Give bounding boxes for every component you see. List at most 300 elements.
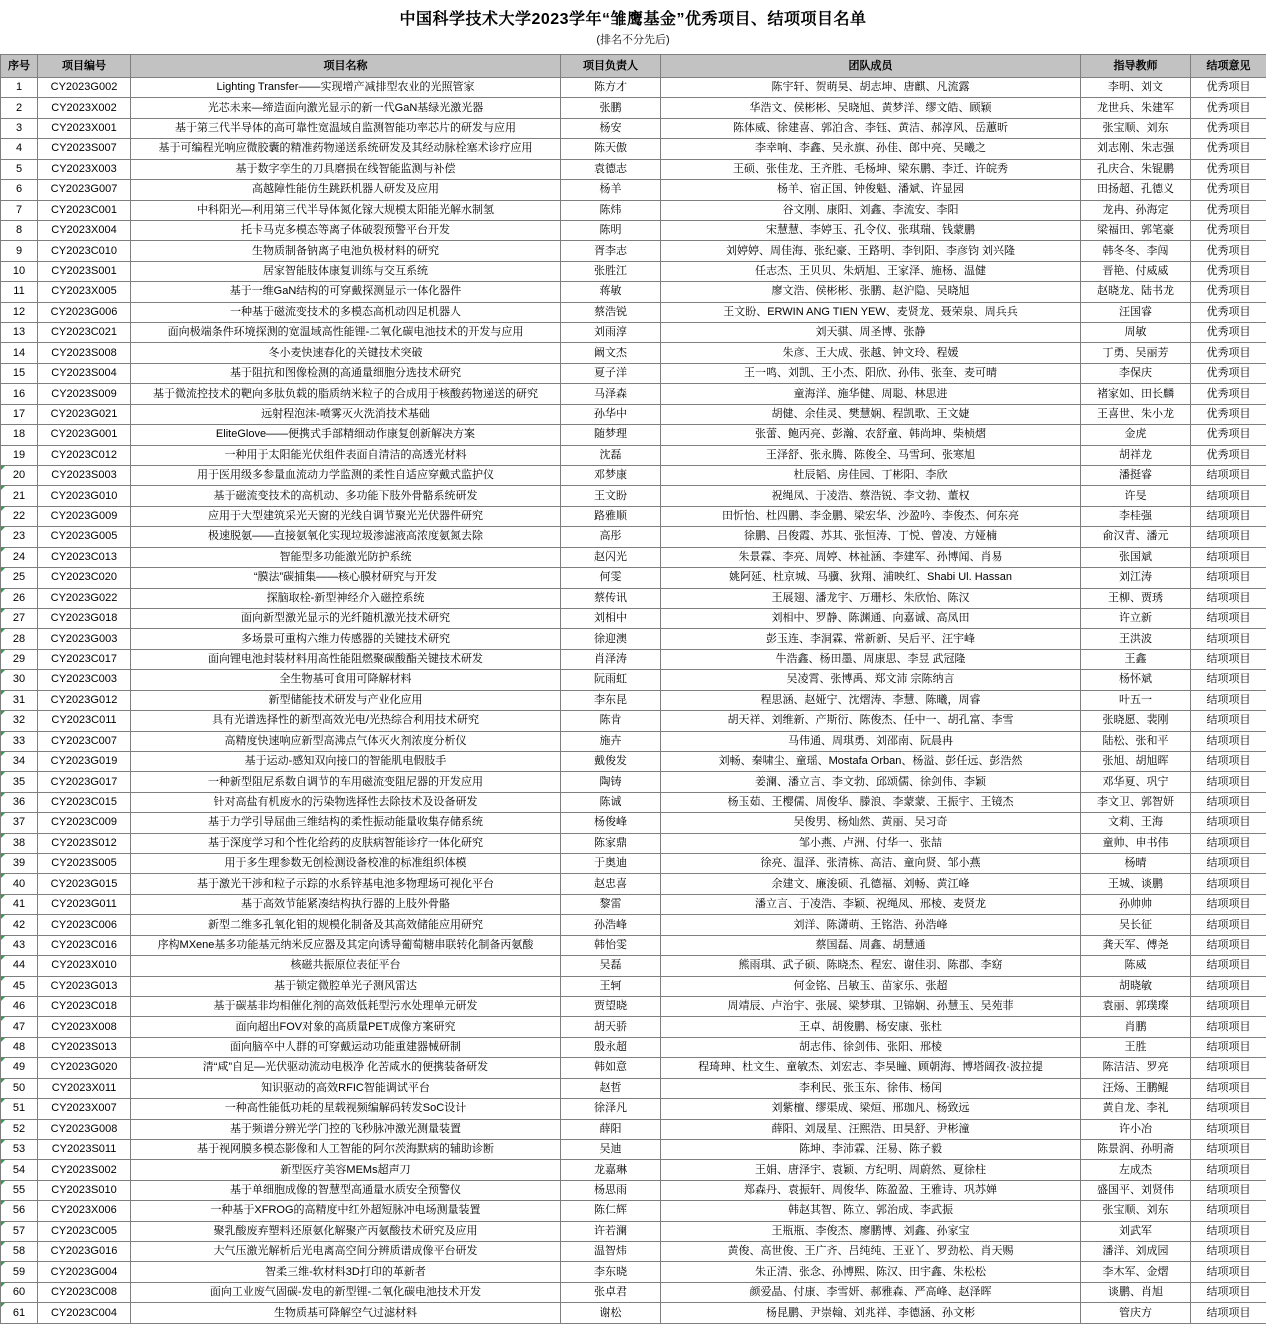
row-number-cell: 38 <box>1 833 38 853</box>
advisor-cell: 汪国睿 <box>1081 302 1191 322</box>
team-cell: 王卓、胡俊鹏、杨安康、张杜 <box>661 1017 1081 1037</box>
project-name-cell: 生物质基可降解空气过滤材料 <box>131 1303 561 1324</box>
row-number-cell: 47 <box>1 1017 38 1037</box>
team-cell: 马伟通、周琪勇、刘邵南、阮晨冉 <box>661 731 1081 751</box>
leader-cell: 徐迎澳 <box>561 629 661 649</box>
advisor-cell: 胡祥龙 <box>1081 445 1191 465</box>
row-number-cell: 53 <box>1 1139 38 1159</box>
project-name-cell: Lighting Transfer——实现增产减排型农业的光照管家 <box>131 78 561 98</box>
leader-cell: 杨思雨 <box>561 1180 661 1200</box>
advisor-cell: 盛国平、刘贤伟 <box>1081 1180 1191 1200</box>
table-row <box>1 466 1266 486</box>
table-row <box>1 1180 1266 1200</box>
advisor-cell: 韩冬冬、李闯 <box>1081 241 1191 261</box>
team-cell: 程琦珅、杜文生、童敏杰、刘宏志、李昊瞳、顾朝海、博塔阔孜·波拉提 <box>661 1058 1081 1078</box>
row-number-cell: 27 <box>1 608 38 628</box>
project-id-cell: CY2023G022 <box>38 588 131 608</box>
project-name-cell: 核磁共振原位表征平台 <box>131 956 561 976</box>
status-cell: 优秀项目 <box>1191 139 1266 159</box>
status-cell: 结项项目 <box>1191 608 1266 628</box>
table-row <box>1 180 1266 200</box>
team-cell: 杨玉茹、王樱儒、周俊华、滕浪、李蒙蒙、王振宇、王镜杰 <box>661 792 1081 812</box>
project-id-cell: CY2023G019 <box>38 751 131 771</box>
row-number-cell: 15 <box>1 363 38 383</box>
team-cell: 宋慧慧、李婷玉、孔令仪、张琪瑞、钱蒙鹏 <box>661 220 1081 240</box>
table-row <box>1 78 1266 98</box>
project-id-cell: CY2023X006 <box>38 1201 131 1221</box>
row-number-cell: 57 <box>1 1221 38 1241</box>
leader-cell: 贾望晓 <box>561 996 661 1016</box>
status-cell: 优秀项目 <box>1191 159 1266 179</box>
advisor-cell: 王洪波 <box>1081 629 1191 649</box>
team-cell: 杨昆鹏、尹崇翰、刘兆祥、李德涵、孙文彬 <box>661 1303 1081 1324</box>
team-cell: 王文盼、ERWIN ANG TIEN YEW、麦贤龙、聂荣泉、周兵兵 <box>661 302 1081 322</box>
table-row <box>1 1037 1266 1057</box>
row-number-cell: 33 <box>1 731 38 751</box>
team-cell: 姜澜、潘立言、李文勃、邱颂儒、徐剑伟、李颖 <box>661 772 1081 792</box>
row-number-cell: 19 <box>1 445 38 465</box>
status-cell: 结项项目 <box>1191 956 1266 976</box>
status-cell: 结项项目 <box>1191 935 1266 955</box>
row-number-cell: 20 <box>1 466 38 486</box>
leader-cell: 谢松 <box>561 1303 661 1324</box>
advisor-cell: 王城、谈鹏 <box>1081 874 1191 894</box>
advisor-cell: 张国斌 <box>1081 547 1191 567</box>
project-id-cell: CY2023G004 <box>38 1262 131 1282</box>
status-cell: 优秀项目 <box>1191 118 1266 138</box>
advisor-cell: 许立新 <box>1081 608 1191 628</box>
project-name-cell: 基于频谱分辨光学门控的飞秒脉冲激光测量装置 <box>131 1119 561 1139</box>
project-name-cell: 新型储能技术研发与产业化应用 <box>131 690 561 710</box>
table-row <box>1 711 1266 731</box>
leader-cell: 徐泽凡 <box>561 1099 661 1119</box>
leader-cell: 陈方才 <box>561 78 661 98</box>
project-id-cell: CY2023C009 <box>38 813 131 833</box>
leader-cell: 许若澜 <box>561 1221 661 1241</box>
project-id-cell: CY2023C001 <box>38 200 131 220</box>
leader-cell: 杨俊峰 <box>561 813 661 833</box>
table-row <box>1 445 1266 465</box>
status-cell: 优秀项目 <box>1191 200 1266 220</box>
project-name-cell: 大气压激光解析后光电离高空间分辨质谱成像平台研发 <box>131 1242 561 1262</box>
leader-cell: 蔡浩锐 <box>561 302 661 322</box>
status-cell: 结项项目 <box>1191 568 1266 588</box>
advisor-cell: 龙世兵、朱建军 <box>1081 98 1191 118</box>
column-header-conclusion: 结项意见 <box>1191 55 1266 78</box>
table-row <box>1 588 1266 608</box>
leader-cell: 赵哲 <box>561 1078 661 1098</box>
status-cell: 结项项目 <box>1191 588 1266 608</box>
project-id-cell: CY2023X007 <box>38 1099 131 1119</box>
project-id-cell: CY2023S003 <box>38 466 131 486</box>
project-id-cell: CY2023G015 <box>38 874 131 894</box>
column-header-project-id: 项目编号 <box>38 55 131 78</box>
project-id-cell: CY2023C021 <box>38 323 131 343</box>
row-number-cell: 59 <box>1 1262 38 1282</box>
advisor-cell: 张宝顺、刘东 <box>1081 118 1191 138</box>
advisor-cell: 龚天军、傅尧 <box>1081 935 1191 955</box>
status-cell: 结项项目 <box>1191 1078 1266 1098</box>
table-row <box>1 690 1266 710</box>
leader-cell: 邓梦康 <box>561 466 661 486</box>
leader-cell: 殷永超 <box>561 1037 661 1057</box>
project-id-cell: CY2023C010 <box>38 241 131 261</box>
status-cell: 优秀项目 <box>1191 180 1266 200</box>
row-number-cell: 37 <box>1 813 38 833</box>
advisor-cell: 王鑫 <box>1081 649 1191 669</box>
team-cell: 薛阳、刘晟星、汪熙浩、田昊舒、尹彬潼 <box>661 1119 1081 1139</box>
project-id-cell: CY2023G020 <box>38 1058 131 1078</box>
table-row <box>1 1282 1266 1302</box>
status-cell: 结项项目 <box>1191 1119 1266 1139</box>
status-cell: 结项项目 <box>1191 854 1266 874</box>
project-id-cell: CY2023C017 <box>38 649 131 669</box>
table-row <box>1 139 1266 159</box>
leader-cell: 戴俊发 <box>561 751 661 771</box>
team-cell: 刘相中、罗静、陈渊通、向嘉诚、高凤田 <box>661 608 1081 628</box>
project-name-cell: 基于深度学习和个性化给药的皮肤病智能诊疗一体化研究 <box>131 833 561 853</box>
project-id-cell: CY2023X011 <box>38 1078 131 1098</box>
advisor-cell: 肖鹏 <box>1081 1017 1191 1037</box>
team-cell: 刘洋、陈潇萌、王铭浩、孙浩峰 <box>661 915 1081 935</box>
project-name-cell: 一种新型阻尼系数自调节的车用磁流变阻尼器的开发应用 <box>131 772 561 792</box>
advisor-cell: 许小冶 <box>1081 1119 1191 1139</box>
status-cell: 结项项目 <box>1191 1058 1266 1078</box>
table-row <box>1 384 1266 404</box>
team-cell: 杨羊、宿正国、钟俊魁、潘斌、许显园 <box>661 180 1081 200</box>
project-id-cell: CY2023X001 <box>38 118 131 138</box>
leader-cell: 施卉 <box>561 731 661 751</box>
status-cell: 结项项目 <box>1191 1262 1266 1282</box>
advisor-cell: 晋艳、付威威 <box>1081 261 1191 281</box>
leader-cell: 孙浩峰 <box>561 915 661 935</box>
advisor-cell: 周敏 <box>1081 323 1191 343</box>
project-name-cell: 托卡马克多模态等离子体破裂预警平台开发 <box>131 220 561 240</box>
status-cell: 结项项目 <box>1191 894 1266 914</box>
row-number-cell: 36 <box>1 792 38 812</box>
project-name-cell: 序构MXene基多功能基元纳米反应器及其定向诱导葡萄糖串联转化制备丙氨酸 <box>131 935 561 955</box>
project-name-cell: 新型医疗美容MEMs超声刀 <box>131 1160 561 1180</box>
projects-table <box>0 54 1266 1324</box>
status-cell: 结项项目 <box>1191 466 1266 486</box>
table-row <box>1 649 1266 669</box>
advisor-cell: 管庆方 <box>1081 1303 1191 1324</box>
status-cell: 结项项目 <box>1191 629 1266 649</box>
project-name-cell: 一种高性能低功耗的星载视频编解码转发SoC设计 <box>131 1099 561 1119</box>
status-cell: 结项项目 <box>1191 1160 1266 1180</box>
project-name-cell: 针对高盐有机废水的污染物选择性去除技术及设备研发 <box>131 792 561 812</box>
status-cell: 结项项目 <box>1191 486 1266 506</box>
project-id-cell: CY2023S012 <box>38 833 131 853</box>
row-number-cell: 6 <box>1 180 38 200</box>
row-number-cell: 28 <box>1 629 38 649</box>
table-row <box>1 159 1266 179</box>
project-name-cell: 基于微流控技术的靶向多肽负载的脂质纳米粒子的合成用于核酸药物递送的研究 <box>131 384 561 404</box>
leader-cell: 陈天傲 <box>561 139 661 159</box>
project-id-cell: CY2023C016 <box>38 935 131 955</box>
leader-cell: 路雅顺 <box>561 506 661 526</box>
project-name-cell: 基于碳基非均相催化剂的高效低耗型污水处理单元研发 <box>131 996 561 1016</box>
project-name-cell: 基于激光干涉和粒子示踪的水系锌基电池多物理场可视化平台 <box>131 874 561 894</box>
project-id-cell: CY2023X005 <box>38 282 131 302</box>
row-number-cell: 61 <box>1 1303 38 1324</box>
row-number-cell: 41 <box>1 894 38 914</box>
table-row <box>1 1139 1266 1159</box>
leader-cell: 王文盼 <box>561 486 661 506</box>
row-number-cell: 45 <box>1 976 38 996</box>
table-row <box>1 1221 1266 1241</box>
leader-cell: 陈诚 <box>561 792 661 812</box>
leader-cell: 李东昆 <box>561 690 661 710</box>
row-number-cell: 56 <box>1 1201 38 1221</box>
project-id-cell: CY2023S001 <box>38 261 131 281</box>
team-cell: 刘天骐、周圣博、张静 <box>661 323 1081 343</box>
project-name-cell: 全生物基可食用可降解材料 <box>131 670 561 690</box>
leader-cell: 张鹏 <box>561 98 661 118</box>
project-name-cell: 一种基于磁流变技术的多模态高机动四足机器人 <box>131 302 561 322</box>
row-number-cell: 14 <box>1 343 38 363</box>
project-name-cell: 基于数字孪生的刀具磨损在线智能监测与补偿 <box>131 159 561 179</box>
project-name-cell: 面向脑卒中人群的可穿戴运动功能重建器械研制 <box>131 1037 561 1057</box>
project-name-cell: 聚乳酸废弃塑料还原氨化解聚产丙氨酸技术研究及应用 <box>131 1221 561 1241</box>
team-cell: 李利民、张玉东、徐伟、杨闰 <box>661 1078 1081 1098</box>
column-header-project-leader: 项目负责人 <box>561 55 661 78</box>
row-number-cell: 7 <box>1 200 38 220</box>
advisor-cell: 陈景润、孙明斋 <box>1081 1139 1191 1159</box>
leader-cell: 赵闪光 <box>561 547 661 567</box>
project-id-cell: CY2023G001 <box>38 425 131 445</box>
project-id-cell: CY2023G010 <box>38 486 131 506</box>
status-cell: 结项项目 <box>1191 1303 1266 1324</box>
advisor-cell: 李文卫、郭智妍 <box>1081 792 1191 812</box>
table-row <box>1 220 1266 240</box>
row-number-cell: 52 <box>1 1119 38 1139</box>
project-name-cell: EliteGlove——便携式手部精细动作康复创新解决方案 <box>131 425 561 445</box>
table-row <box>1 874 1266 894</box>
table-row <box>1 1058 1266 1078</box>
project-id-cell: CY2023C004 <box>38 1303 131 1324</box>
row-number-cell: 22 <box>1 506 38 526</box>
team-cell: 程思涵、赵娅宁、沈熠涛、李慧、陈曦，周睿 <box>661 690 1081 710</box>
team-cell: 陈宇轩、贺萌昊、胡志坤、唐麒、凡流露 <box>661 78 1081 98</box>
team-cell: 韩赵其智、陈立、郭治成、李武振 <box>661 1201 1081 1221</box>
project-name-cell: 探脑取栓-新型神经介入磁控系统 <box>131 588 561 608</box>
advisor-cell: 田扬超、孔德义 <box>1081 180 1191 200</box>
team-cell: 王娟、唐泽宇、袁颖、方纪明、周蔚然、夏徐柱 <box>661 1160 1081 1180</box>
advisor-cell: 李桂强 <box>1081 506 1191 526</box>
team-cell: 何金铭、吕敏玉、苗家乐、张超 <box>661 976 1081 996</box>
table-row <box>1 98 1266 118</box>
table-row <box>1 200 1266 220</box>
row-number-cell: 44 <box>1 956 38 976</box>
leader-cell: 温智炜 <box>561 1242 661 1262</box>
project-name-cell: 清“咸”自足—光伏驱动流动电极净 化苦咸水的便携装备研发 <box>131 1058 561 1078</box>
table-body <box>1 78 1266 1324</box>
table-row <box>1 731 1266 751</box>
row-number-cell: 60 <box>1 1282 38 1302</box>
team-cell: 邹小燕、卢洲、付华一、张喆 <box>661 833 1081 853</box>
project-id-cell: CY2023S009 <box>38 384 131 404</box>
leader-cell: 胥李志 <box>561 241 661 261</box>
status-cell: 优秀项目 <box>1191 241 1266 261</box>
leader-cell: 蒋敏 <box>561 282 661 302</box>
advisor-cell: 杨晴 <box>1081 854 1191 874</box>
project-id-cell: CY2023C011 <box>38 711 131 731</box>
project-id-cell: CY2023G012 <box>38 690 131 710</box>
project-name-cell: 生物质制备钠离子电池负极材料的研究 <box>131 241 561 261</box>
team-cell: 朱彦、王大成、张越、钟文玲、程媛 <box>661 343 1081 363</box>
team-cell: 王瓶瓶、李俊杰、廖鹏博、刘鑫、孙家宝 <box>661 1221 1081 1241</box>
team-cell: 潘立言、于凌浩、李颖、祝绳凤、邢棱、麦贤龙 <box>661 894 1081 914</box>
table-row <box>1 996 1266 1016</box>
status-cell: 优秀项目 <box>1191 98 1266 118</box>
team-cell: 刘畅、秦啸尘、童瑶、Mostafa Orban、杨溢、彭任远、彭浩然 <box>661 751 1081 771</box>
leader-cell: 沈磊 <box>561 445 661 465</box>
leader-cell: 张胜江 <box>561 261 661 281</box>
table-row <box>1 1303 1266 1324</box>
leader-cell: 陈家鼎 <box>561 833 661 853</box>
advisor-cell: 谈鹏、肖旭 <box>1081 1282 1191 1302</box>
leader-cell: 刘雨淳 <box>561 323 661 343</box>
project-name-cell: 基于阻抗和图像检测的高通量细胞分选技术研究 <box>131 363 561 383</box>
team-cell: 杜辰韬、房佳园、丁彬阳、李欣 <box>661 466 1081 486</box>
row-number-cell: 17 <box>1 404 38 424</box>
page-title: 中国科学技术大学2023学年“雏鹰基金”优秀项目、结项项目名单 <box>399 11 867 28</box>
project-name-cell: 基于第三代半导体的高可靠性宽温域自监测智能功率芯片的研发与应用 <box>131 118 561 138</box>
row-number-cell: 49 <box>1 1058 38 1078</box>
row-number-cell: 23 <box>1 527 38 547</box>
row-number-cell: 11 <box>1 282 38 302</box>
leader-cell: 刘相中 <box>561 608 661 628</box>
project-id-cell: CY2023G009 <box>38 506 131 526</box>
status-cell: 结项项目 <box>1191 527 1266 547</box>
project-name-cell: 极速脱氨——直接氨氧化实现垃圾渗滤液高浓度氨氮去除 <box>131 527 561 547</box>
project-name-cell: 面向极端条件环境探测的宽温域高性能锂-二氧化碳电池技术的开发与应用 <box>131 323 561 343</box>
project-id-cell: CY2023S004 <box>38 363 131 383</box>
advisor-cell: 叶五一 <box>1081 690 1191 710</box>
leader-cell: 吴迪 <box>561 1139 661 1159</box>
leader-cell: 马泽森 <box>561 384 661 404</box>
project-name-cell: 基于单细胞成像的智慧型高通量水质安全预警仪 <box>131 1180 561 1200</box>
team-cell: 刘紫檀、缪渠成、梁烜、邢珈凡、杨致远 <box>661 1099 1081 1119</box>
team-cell: 姚阿延、杜京城、马骥、狄翔、浦映红、Shabi Ul. Hassan <box>661 568 1081 588</box>
project-id-cell: CY2023C003 <box>38 670 131 690</box>
status-cell: 结项项目 <box>1191 1139 1266 1159</box>
row-number-cell: 34 <box>1 751 38 771</box>
table-row <box>1 282 1266 302</box>
project-id-cell: CY2023X003 <box>38 159 131 179</box>
table-row <box>1 527 1266 547</box>
leader-cell: 阚文杰 <box>561 343 661 363</box>
project-id-cell: CY2023G017 <box>38 772 131 792</box>
status-cell: 结项项目 <box>1191 833 1266 853</box>
advisor-cell: 刘武军 <box>1081 1221 1191 1241</box>
project-name-cell: 用于医用级多参量血流动力学监测的柔性自适应穿戴式监护仪 <box>131 466 561 486</box>
project-id-cell: CY2023S013 <box>38 1037 131 1057</box>
table-row <box>1 915 1266 935</box>
project-id-cell: CY2023C008 <box>38 1282 131 1302</box>
table-row <box>1 1262 1266 1282</box>
project-id-cell: CY2023S005 <box>38 854 131 874</box>
row-number-cell: 2 <box>1 98 38 118</box>
advisor-cell: 褚家如、田长麟 <box>1081 384 1191 404</box>
status-cell: 结项项目 <box>1191 1180 1266 1200</box>
row-number-cell: 4 <box>1 139 38 159</box>
row-number-cell: 25 <box>1 568 38 588</box>
project-id-cell: CY2023S011 <box>38 1139 131 1159</box>
advisor-cell: 吴长征 <box>1081 915 1191 935</box>
row-number-cell: 40 <box>1 874 38 894</box>
row-number-cell: 32 <box>1 711 38 731</box>
table-row <box>1 404 1266 424</box>
team-cell: 陈体威、徐建喜、郭泊含、李钰、黄洁、郝淳风、岳蕙昕 <box>661 118 1081 138</box>
team-cell: 童海洋、施华健、周聪、林思进 <box>661 384 1081 404</box>
status-cell: 优秀项目 <box>1191 261 1266 281</box>
row-number-cell: 3 <box>1 118 38 138</box>
advisor-cell: 俞汉青、潘元 <box>1081 527 1191 547</box>
leader-cell: 陈明 <box>561 220 661 240</box>
advisor-cell: 刘志刚、朱志强 <box>1081 139 1191 159</box>
row-number-cell: 9 <box>1 241 38 261</box>
advisor-cell: 孙帅帅 <box>1081 894 1191 914</box>
row-number-cell: 26 <box>1 588 38 608</box>
leader-cell: 吴磊 <box>561 956 661 976</box>
leader-cell: 王轲 <box>561 976 661 996</box>
status-cell: 优秀项目 <box>1191 445 1266 465</box>
row-number-cell: 12 <box>1 302 38 322</box>
table-row <box>1 1201 1266 1221</box>
status-cell: 结项项目 <box>1191 1221 1266 1241</box>
project-name-cell: 面向新型激光显示的光纤随机激光技术研究 <box>131 608 561 628</box>
project-name-cell: 新型二维多孔氧化钼的规模化制备及其高效储能应用研究 <box>131 915 561 935</box>
advisor-cell: 左成杰 <box>1081 1160 1191 1180</box>
advisor-cell: 汪炀、王鹏鲲 <box>1081 1078 1191 1098</box>
leader-cell: 张卓君 <box>561 1282 661 1302</box>
leader-cell: 何雯 <box>561 568 661 588</box>
status-cell: 结项项目 <box>1191 751 1266 771</box>
table-row <box>1 956 1266 976</box>
leader-cell: 韩如意 <box>561 1058 661 1078</box>
row-number-cell: 13 <box>1 323 38 343</box>
team-cell: 田忻怡、杜四鹏、李金鹏、梁宏华、沙盈吟、李俊杰、何东亮 <box>661 506 1081 526</box>
team-cell: 徐亮、温泽、张清栋、高洁、童向贤、邹小燕 <box>661 854 1081 874</box>
team-cell: 吴凌霄、张博禹、郑文沛 宗陈纳言 <box>661 670 1081 690</box>
team-cell: 廖文浩、侯彬彬、张鹏、赵沪隐、吴晓旭 <box>661 282 1081 302</box>
advisor-cell: 梁福田、郭笔豪 <box>1081 220 1191 240</box>
advisor-cell: 张宝顺、刘东 <box>1081 1201 1191 1221</box>
project-name-cell: 基于可编程光响应微胶囊的精准药物递送系统研发及其经动脉栓塞术诊疗应用 <box>131 139 561 159</box>
advisor-cell: 张旭、胡旭晖 <box>1081 751 1191 771</box>
project-id-cell: CY2023C012 <box>38 445 131 465</box>
team-cell: 熊雨琪、武子硕、陈晓杰、程宏、谢佳羽、陈郡、李窈 <box>661 956 1081 976</box>
project-id-cell: CY2023G016 <box>38 1242 131 1262</box>
leader-cell: 随梦理 <box>561 425 661 445</box>
column-header-project-name: 项目名称 <box>131 55 561 78</box>
status-cell: 结项项目 <box>1191 649 1266 669</box>
advisor-cell: 潘洋、刘成园 <box>1081 1242 1191 1262</box>
status-cell: 优秀项目 <box>1191 425 1266 445</box>
row-number-cell: 31 <box>1 690 38 710</box>
status-cell: 优秀项目 <box>1191 302 1266 322</box>
advisor-cell: 陈洁洁、罗亮 <box>1081 1058 1191 1078</box>
leader-cell: 陶铸 <box>561 772 661 792</box>
table-row <box>1 118 1266 138</box>
project-id-cell: CY2023X002 <box>38 98 131 118</box>
row-number-cell: 51 <box>1 1099 38 1119</box>
table-row <box>1 854 1266 874</box>
advisor-cell: 龙冉、孙海定 <box>1081 200 1191 220</box>
table-row <box>1 506 1266 526</box>
